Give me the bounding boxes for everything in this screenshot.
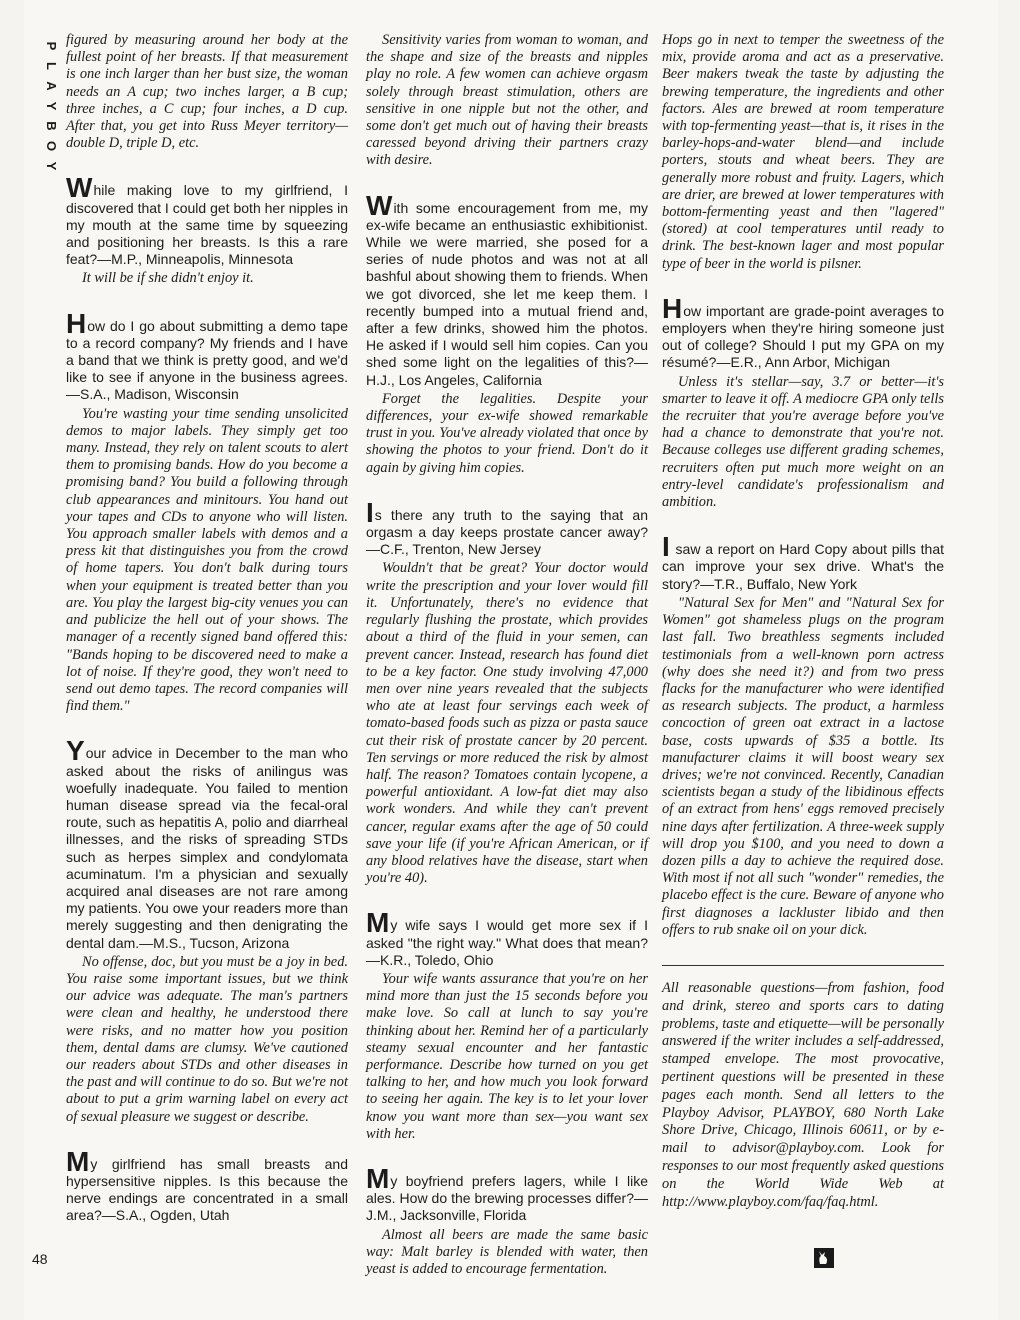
question-text: ow do I go about submitting a demo tape to a record company? My friends and I have a band that we think is pretty good, and we'd like to see if anyone in the business agrees.—S.A., Madison, Wisconsin [66,317,348,403]
drop-cap: H [66,307,87,339]
advisor-answer: Hops go in next to temper the sweetness of the mix, provide aroma and act as a preservative. Beer makers tweak the taste by adjusting the brewing temperature, the ingredients and other factors. Ales are brewed at room temperature with top-fermenting yeast—that is, it rises in the barley-hops-and-water blend—and include porters, stouts and wheat beers. They are generally more robust and fruity. Lagers, which are drier, are brewed at lower temperatures with bottom-fermenting yeast and then "lagered" (stored) at cool temperatures until ready to drink. The best-known lager and most popular type of beer in the world is pilsner. [662,32,944,272]
divider-line [662,965,944,966]
column-3 [662,32,944,1211]
magazine-name-vertical [38,36,62,176]
drop-cap: I [662,531,670,563]
magazine-name-letter: Y [44,161,59,171]
page-number: 48 [32,1251,48,1267]
advisor-answer: Unless it's stellar—say, 3.7 or better—it's smarter to leave it off. A mediocre GPA only tells the recruiter that you're average before you've had a chance to demonstrate that you're not. Because colleges use different grading schemes, recruiters often put much more weight on an entry-level candidate's professionalism and ambition. [662,373,944,511]
reader-question [366,496,648,559]
magazine-name-letter: P [44,41,59,51]
drop-cap: Y [66,735,85,767]
magazine-name-letter: Y [44,101,59,111]
column-2 [366,32,648,1304]
advisor-answer: It will be if she didn't enjoy it. [82,270,254,287]
advisor-answer: Your wife wants assurance that you're on her mind more than just the 15 seconds before you make love. So call at lunch to say you're thinking about her. Remind her of a particularly steamy sexual encounter and her fantastic performance. Describe how turned on you get talking to her, and how much you look forward to seeing her again. The key is to let your lover know you want more than sex—you want sex with her. [366,970,648,1142]
drop-cap: M [366,907,390,939]
advisor-answer: Forget the legalities. Despite your differences, your ex-wife showed remarkable trust in you. You've already violated that once by showing the photos to your friend. Don't do it again by giving him copies. [366,390,648,476]
advisor-answer: No offense, doc, but you must be a joy in bed. You raise some important issues, but we think our advice was adequate. The man's partners were clean and healthy, he understood there were risks, and no matter how you position them, dental dams are clumsy. We've cautioned our readers about STDs and other diseases in the past and will continue to do so. But we're not about to put a grim warning label on every act of sexual pleasure we suggest or describe. [66,953,348,1125]
magazine-page [24,0,998,1320]
magazine-name-letter: L [44,62,59,70]
reader-question [366,1162,648,1225]
question-text: saw a report on Hard Copy about pills that can improve your sex drive. What's the story?—T.R., Buffalo, New York [662,541,944,592]
advisor-answer: "Natural Sex for Men" and "Natural Sex for Women" got shameless plugs on the program last fall. Two breathless segments included testimonials from a well-known porn actress (why does she need it?) and from two press flacks for the manufacturer who were identified as research subjects. The product, a harmless concoction of green oat extract in a lactose base, costs upwards of $35 a bottle. Its manufacturer claims it will boost weary sex drives; we're not convinced. Recently, Canadian scientists began a study of the libidinous effects of an extract from hens' eggs removed precisely nine days after fertilization. A three-week supply will drop you $100, and you need to down a dozen pills a day to achieve the required dose. With most if not all such "wonder" remedies, the placebo effect is the cure. Beware of anyone who first diagnoses a lackluster libido and then offers to rub snake oil on your dick. [662,594,944,938]
reader-question [366,189,648,389]
rabbit-head-icon [814,1248,834,1268]
question-text: hile making love to my girlfriend, I discovered that I could get both her nipples in my mouth at the same time by squeezing and positioning her breasts. Is this a rare feat?—M.P., Minneapolis, Minnesota [66,182,348,268]
drop-cap: I [366,496,374,528]
reader-question [366,907,648,969]
advisor-answer: figured by measuring around her body at the fullest point of her breasts. If that measurement is one inch larger than her bust size, the woman needs an A cup; two inches larger, a B cup; three inches, a C cup; four inches, a D cup. After that, you get into Russ Meyer territory—double D, triple D, etc. [66,32,348,152]
question-text: s there any truth to the saying that an orgasm a day keeps prostate cancer away?—C.F., Trenton, New Jersey [366,506,648,558]
question-text: y wife says I would get more sex if I asked "the right way." What does that mean?—K.R., Toledo, Ohio [366,917,648,968]
column-1 [66,32,348,1227]
reader-question [66,735,348,951]
reader-question [66,1145,348,1225]
question-text: y girlfriend has small breasts and hypersensitive nipples. Is this because the nerve endings are concentrated in a small area?—S.A., Ogden, Utah [66,1155,348,1224]
drop-cap: M [366,1162,390,1194]
magazine-name-letter: O [44,140,59,152]
advisor-answer: Almost all beers are made the same basic way: Malt barley is blended with water, then yeast is added to encourage fermentation. [366,1226,648,1277]
question-text: our advice in December to the man who asked about the risks of anilingus was woefully inadequate. You failed to mention human disease spread via the fecal-oral route, such as hepatitis A, polio and diarrheal illnesses, and the risks of spreading STDs such as herpes simplex and condylomata acuminatum. I'm a physician and sexually acquired anal diseases are not rare among my patients. You owe your readers more than merely suggesting and then denigrating the dental dam.—M.S., Tucson, Arizona [66,745,348,951]
magazine-name-letter: A [44,81,59,91]
reader-question [66,307,348,404]
reader-question [66,172,348,268]
question-text: ith some encouragement from me, my ex-wife became an enthusiastic exhibitionist. While we were married, she posed for a series of nude photos and was not at all bashful about showing them to friends. When we got divorced, she let me keep them. I recently bumped into a mutual friend and, after a few drinks, showed him the photos. He asked if I would sell him copies. Can you shed some light on the legalities of this?—H.J., Los Angeles, California [366,199,648,388]
drop-cap: W [366,189,393,221]
submission-note: All reasonable questions—from fashion, food and drink, stereo and sports cars to dating problems, taste and etiquette—will be personally answered if the writer includes a self-addressed, stamped envelope. The most provocative, pertinent questions will be presented in these pages each month. Send all letters to the Playboy Advisor, PLAYBOY, 680 North Lake Shore Drive, Chicago, Illinois 60611, or by e-mail to advisor@playboy.com. Look for responses to our most frequently asked questions on the World Wide Web at http://www.playboy.com/faq/faq.html. [662,979,944,1210]
reader-question [662,292,944,372]
question-text: ow important are grade-point averages to employers when they're hiring someone just out of college? Should I put my GPA on my résumé?—E.R., Ann Arbor, Michigan [662,302,944,371]
column-3-blocks [662,32,944,939]
reader-question [662,531,944,593]
drop-cap: H [662,292,683,324]
advisor-answer: You're wasting your time sending unsolicited demos to major labels. They simply get too many. Instead, they rely on talent scouts to alert them to promising bands. How do you become a promising band? You build a following through club appearances and minitours. You hand out your tapes and CDs to anyone who will listen. You approach smaller labels with demos and a press kit that distinguishes you from the crowd of home tapers. You don't balk during tours when your equipment is treated better than you are. You play the largest big-city venues you can and publicize the hell out of your shows. The manager of a recently signed band offered this: "Bands hoping to be discovered need to make a lot of noise. If they're good, they won't need to send out demo tapes. The record companies will find them." [66,405,348,715]
drop-cap: M [66,1145,90,1177]
advisor-answer: Sensitivity varies from woman to woman, and the shape and size of the breasts and nipples play no role. A few women can achieve orgasm solely through breast stimulation, others are sensitive in one nipple but not the other, and some don't get much out of having their breasts caressed beyond driving their partners crazy with desire. [366,32,648,169]
drop-cap: W [66,172,93,204]
question-text: y boyfriend prefers lagers, while I like ales. How do the brewing processes differ?—J.M., Jacksonville, Florida [366,1172,648,1224]
advisor-answer: Wouldn't that be great? Your doctor would write the prescription and your lover would fill it. Unfortunately, there's no evidence that regularly flushing the prostate, which provides about a third of the fluid in your semen, can prevent cancer. Instead, research has found diet to be a key factor. One study involving 47,000 men over nine years revealed that the subjects who ate at least four servings each week of tomato-based foods such as pizza or pasta sauce cut their risk of prostate cancer by 20 percent. Ten servings or more reduced the risk by almost half. The reason? Tomatoes contain lycopene, a powerful antioxidant. A low-fat diet may also work wonders. And while they can't prevent cancer, regular exams after the age of 50 could save your life (if you're African American, or if any blood relatives have the disease, start when you're 40). [366,560,648,887]
magazine-name-letter: B [44,121,59,131]
